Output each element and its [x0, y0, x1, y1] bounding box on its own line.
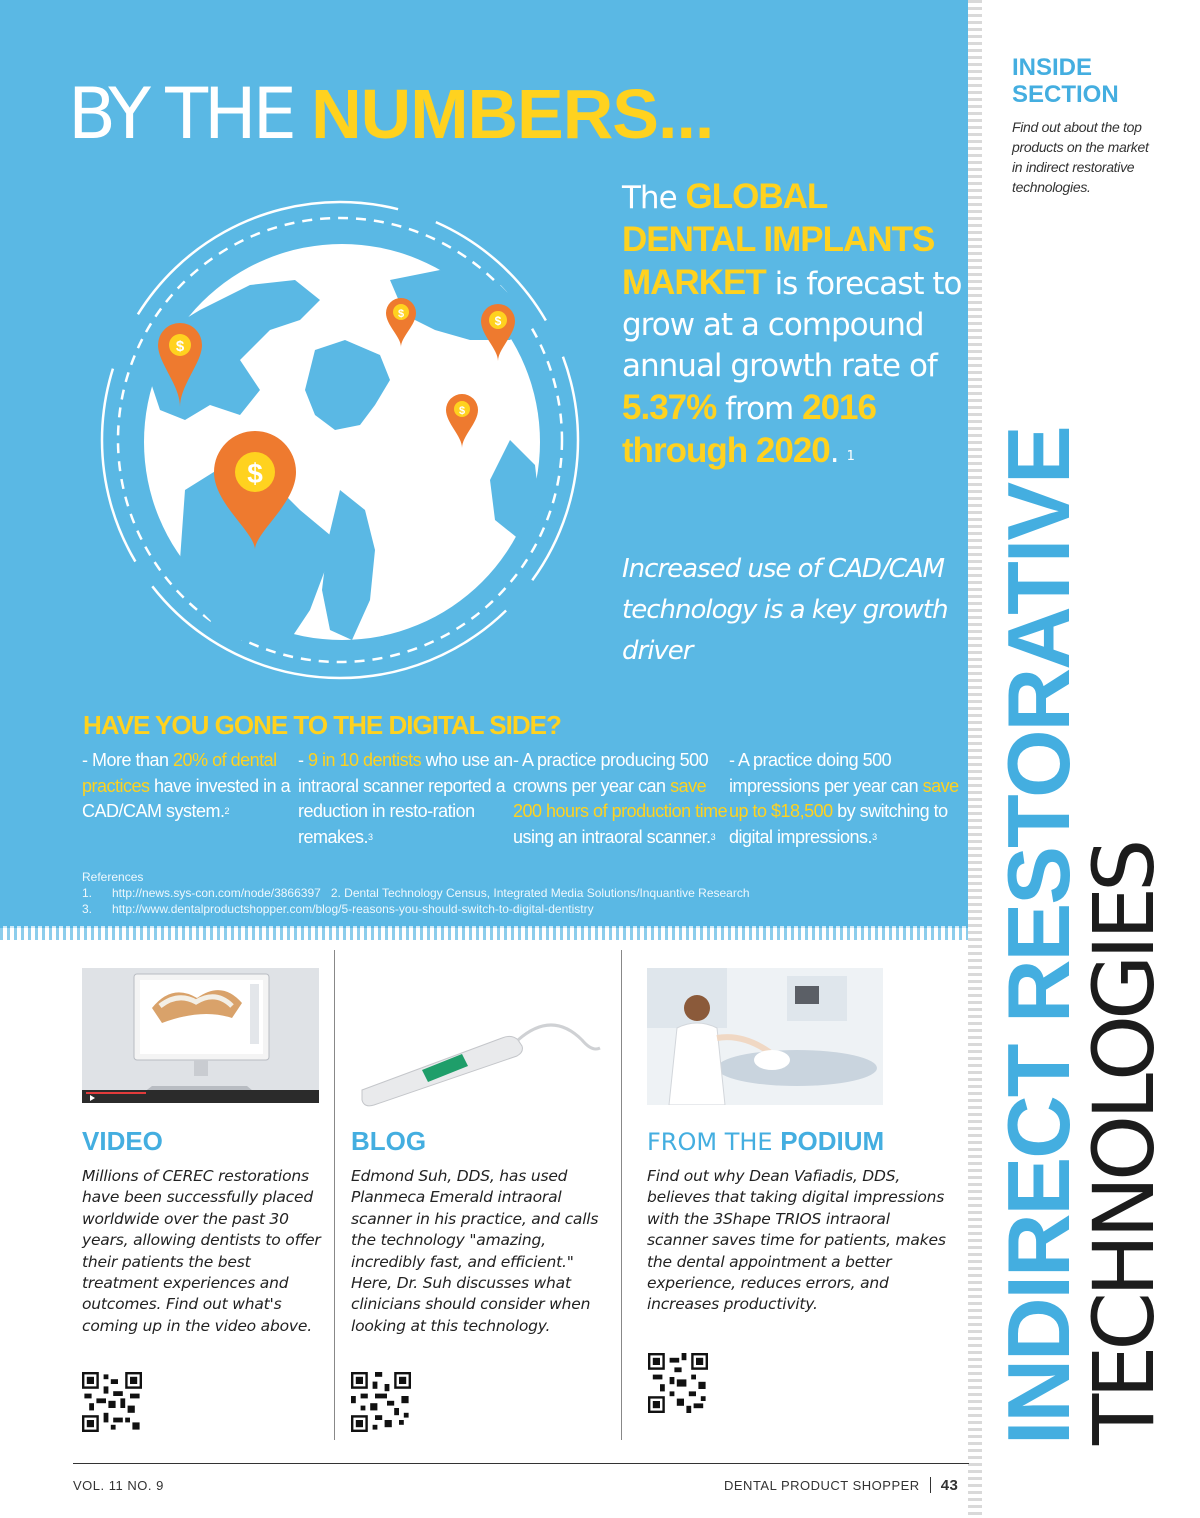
qr-code-icon[interactable]	[648, 1353, 708, 1413]
fact-item	[513, 748, 729, 850]
fact-highlight: save up to $18,500	[729, 775, 959, 821]
scanner-image	[352, 990, 602, 1110]
stat-highlight-rate: 5.37%	[622, 388, 717, 427]
fact-reference: 3	[710, 831, 716, 842]
stat-highlight-market: GLOBAL DENTAL IMPLANTS MARKET	[622, 177, 935, 302]
stat-text-3: from	[716, 391, 803, 427]
stat-reference: 1	[846, 449, 854, 464]
footer-rule	[73, 1463, 969, 1464]
fact-reference: 3	[872, 831, 877, 842]
ref-link-1[interactable]: http://news.sys-con.com/node/3866397	[112, 886, 321, 900]
podium-title-thin: FROM THE	[647, 1128, 781, 1156]
column-divider	[621, 950, 622, 1440]
panel-edge	[0, 926, 970, 940]
fact-text: - More than	[82, 750, 174, 770]
fact-reference: 2	[224, 806, 230, 816]
qr-code-icon[interactable]	[82, 1372, 142, 1432]
podium-title-bold: PODIUM	[780, 1126, 885, 1156]
section-title-line2: TECHNOLOGIES	[1075, 843, 1173, 1445]
footer-separator	[930, 1477, 931, 1493]
stat-text-1: The	[622, 180, 686, 216]
digital-side-title: HAVE YOU GONE TO THE DIGITAL SIDE?	[83, 710, 561, 740]
digital-facts	[82, 748, 962, 850]
blog-title: BLOG	[351, 1126, 427, 1156]
page-edge	[968, 0, 982, 1518]
fact-text: who use an intraoral scanner reported a reduction in resto-ration remakes.	[298, 750, 513, 847]
fact-item	[82, 748, 298, 850]
stat-text-2: is forecast to grow at a compound annual growth rate of	[622, 266, 962, 384]
globe-icon	[90, 190, 590, 690]
ref-number: 1.	[82, 886, 93, 900]
fact-text: -	[298, 750, 308, 770]
fact-highlight: save 200 hours of production time	[513, 775, 728, 821]
video-title: VIDEO	[82, 1126, 163, 1156]
fact-text: by switching to digital impressions.	[729, 801, 948, 847]
fact-text: using an intraoral scanner.	[513, 826, 711, 847]
fact-highlight: 20% of dental practices	[82, 750, 277, 796]
fact-item	[298, 748, 513, 850]
headline	[68, 74, 713, 154]
fact-highlight: 9 in 10 dentists	[308, 750, 422, 770]
inside-title-line2: SECTION	[1012, 81, 1119, 108]
video-thumbnail[interactable]	[82, 968, 319, 1103]
ref-link-3[interactable]: http://www.dentalproductshopper.com/blog/5-reasons-you-should-switch-to-digital-dentistry	[112, 902, 594, 916]
references-title: References	[82, 870, 144, 884]
ref-2: 2. Dental Technology Census, Integrated Media Solutions/Inquantive Research	[330, 886, 750, 900]
inside-section-text: Find out about the top products on the market in indirect restorative technologies.	[1012, 119, 1149, 195]
svg-text:$: $	[458, 405, 466, 417]
growth-driver: Increased use of CAD/CAM technology is a key growth driver	[622, 554, 948, 666]
market-stat	[622, 176, 967, 473]
page-number: 43	[940, 1477, 959, 1494]
svg-text:$: $	[175, 338, 185, 355]
video-text: Millions of CEREC restorations have been successfully placed worldwide over the past 30 years, allowing dentists to offer their patients the best treatment experiences and outcomes. Find out what's coming up in the video above.	[82, 1167, 321, 1335]
infographic-panel	[0, 0, 970, 928]
fact-text: - A practice producing 500 crowns per year can	[513, 750, 709, 796]
fact-item	[729, 748, 959, 850]
inside-section-title	[1012, 54, 1119, 108]
podium-text: Find out why Dean Vafiadis, DDS, believes that taking digital impressions with the 3Shape TRIOS intraoral scanner saves time for patients, makes the dental appointment a better experience, reduces errors, and increases productivity.	[647, 1167, 946, 1314]
column-divider	[334, 950, 335, 1440]
monitor-image	[82, 968, 319, 1103]
footer-issue: VOL. 11 NO. 9	[73, 1478, 164, 1493]
fact-text: - A practice doing 500 impressions per year can	[729, 750, 923, 796]
references	[82, 869, 750, 917]
svg-text:$: $	[494, 314, 502, 328]
stat-highlight-years: 2016 through 2020	[622, 388, 876, 470]
podium-image	[647, 968, 883, 1105]
inside-title-line1: INSIDE	[1012, 54, 1093, 81]
section-title-line1: INDIRECT RESTORATIVE	[989, 427, 1088, 1445]
footer-publication	[724, 1477, 958, 1494]
fact-text: have invested in a CAD/CAM system.	[82, 775, 291, 821]
ref-number: 3.	[82, 902, 93, 916]
publication-name: DENTAL PRODUCT SHOPPER	[724, 1478, 920, 1493]
fact-reference: 3	[368, 831, 373, 842]
stat-text-4: .	[829, 434, 839, 470]
blog-text: Edmond Suh, DDS, has used Planmeca Emerald intraoral scanner in his practice, and calls the technology "amazing, incredibly fast, and efficient." Here, Dr. Suh discusses what clinicians should consider when looking at this technology.	[351, 1167, 599, 1335]
svg-text:$: $	[397, 308, 405, 320]
podium-title	[647, 1126, 884, 1157]
svg-text:$: $	[247, 458, 263, 489]
qr-code-icon[interactable]	[351, 1372, 411, 1432]
headline-part1: BY THE	[68, 73, 312, 155]
headline-part2: NUMBERS...	[311, 75, 714, 153]
